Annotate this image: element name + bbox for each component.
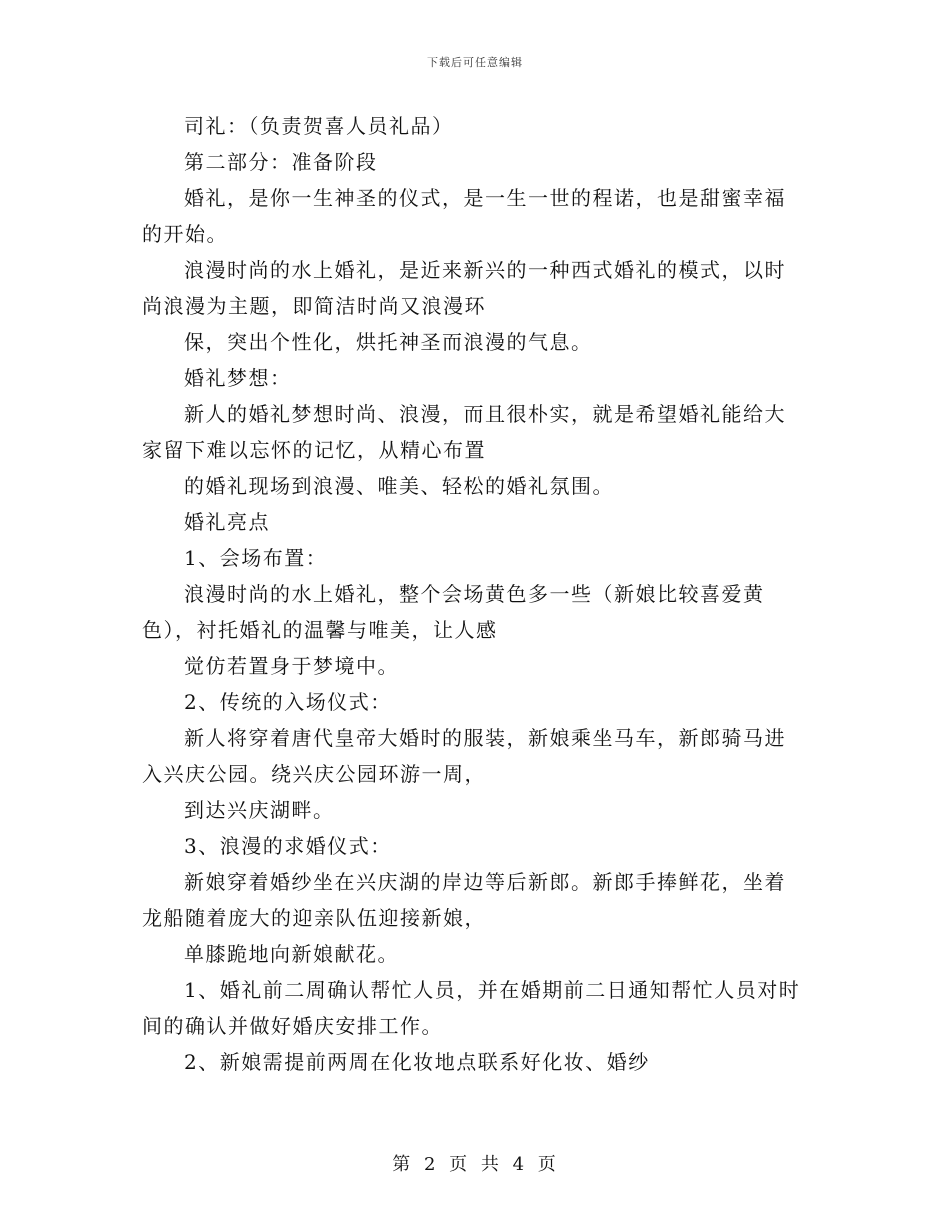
paragraph: 新人的婚礼梦想时尚、浪漫，而且很朴实，就是希望婚礼能给大 — [184, 402, 786, 426]
document-body — [142, 108, 812, 1080]
page-header: 下载后可任意编辑 — [427, 56, 523, 69]
list-heading: 2、传统的入场仪式： — [184, 690, 392, 714]
text-line: 婚礼，是你一生神圣的仪式，是一生一世的程诺，也是甜蜜幸福 — [184, 186, 786, 210]
paragraph: 的婚礼现场到浪漫、唯美、轻松的婚礼氛围。 — [184, 474, 614, 498]
paragraph: 到达兴庆湖畔。 — [184, 798, 335, 822]
footer-prefix: 第 — [392, 1154, 413, 1175]
page-number: 2 — [423, 1154, 438, 1175]
paragraph-continuation: 色），衬托婚礼的温馨与唯美，让人感 — [142, 618, 498, 642]
list-heading: 1、会场布置： — [184, 546, 328, 570]
paragraph: 新娘穿着婚纱坐在兴庆湖的岸边等后新郎。新郎手捧鲜花，坐着 — [184, 870, 786, 894]
paragraph: 觉仿若置身于梦境中。 — [184, 654, 399, 678]
section-heading: 婚礼亮点 — [184, 510, 270, 534]
paragraph-continuation: 家留下难以忘怀的记忆，从精心布置 — [142, 438, 486, 462]
paragraph-continuation: 间的确认并做好婚庆安排工作。 — [142, 1014, 443, 1038]
paragraph: 浪漫时尚的水上婚礼，是近来新兴的一种西式婚礼的模式，以时 — [184, 258, 786, 282]
total-pages: 4 — [512, 1154, 527, 1175]
footer-page-word-2: 页 — [537, 1154, 558, 1175]
paragraph-continuation: 尚浪漫为主题，即简洁时尚又浪漫环 — [142, 294, 486, 318]
section-heading: 第二部分：准备阶段 — [184, 150, 378, 174]
paragraph: 单膝跪地向新娘献花。 — [184, 942, 399, 966]
footer-page-word: 页 — [449, 1154, 470, 1175]
paragraph: 2、新娘需提前两周在化妆地点联系好化妆、婚纱 — [184, 1050, 650, 1074]
section-heading: 婚礼梦想： — [184, 366, 292, 390]
footer-total-word: 共 — [480, 1154, 501, 1175]
paragraph: 新人将穿着唐代皇帝大婚时的服装，新娘乘坐马车，新郎骑马进 — [184, 726, 786, 750]
paragraph-continuation: 龙船随着庞大的迎亲队伍迎接新娘， — [142, 906, 486, 930]
paragraph-continuation: 的开始。 — [142, 222, 228, 246]
paragraph: 1、婚礼前二周确认帮忙人员，并在婚期前二日通知帮忙人员对时 — [184, 978, 801, 1002]
paragraph: 浪漫时尚的水上婚礼，整个会场黄色多一些（新娘比较喜爱黄 — [184, 582, 765, 606]
paragraph — [142, 180, 812, 216]
paragraph-continuation: 入兴庆公园。绕兴庆公园环游一周， — [142, 762, 486, 786]
paragraph: 司礼：（负责贺喜人员礼品） — [184, 114, 454, 138]
list-heading: 3、浪漫的求婚仪式： — [184, 834, 392, 858]
page-footer — [0, 1150, 950, 1176]
paragraph: 保，突出个性化，烘托神圣而浪漫的气息。 — [184, 330, 593, 354]
